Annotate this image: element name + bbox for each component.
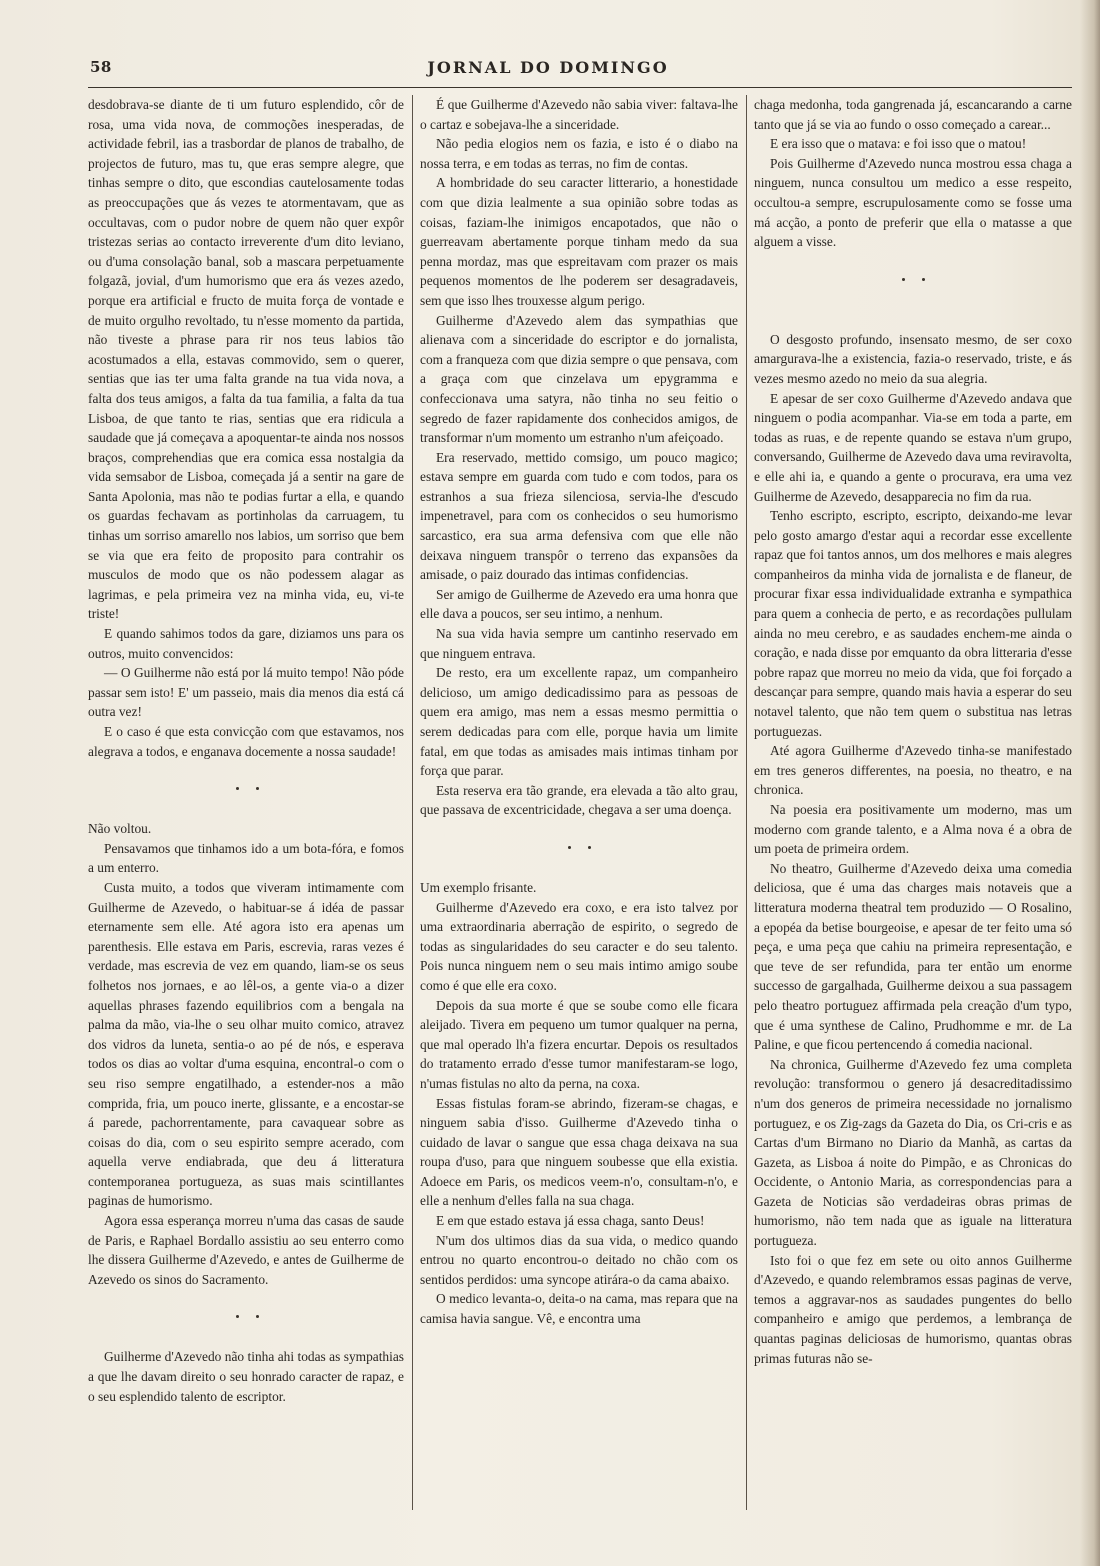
paragraph: De resto, era um excellente rapaz, um companheiro delicioso, um amigo dedicadissimo para as pessoas de quem era amigo, mas nem a essas mesmo permittia o serem dedicadas para com elle, porque havia um limite fatal, em que todas as amisades mais intimas tinham por força que parar. bbox=[420, 665, 738, 779]
paragraph: Não pedia elogios nem os fazia, e isto é o diabo na nossa terra, e em todas as terras, no fim de contas. bbox=[420, 136, 738, 171]
paragraph: E o caso é que esta convicção com que estavamos, nos alegrava a todos, e enganava docemente a nossa saudade! bbox=[88, 724, 404, 759]
column-divider bbox=[746, 95, 747, 1510]
paragraph: E era isso que o matava: e foi isso que o matou! bbox=[770, 136, 1027, 152]
paragraph: O medico levanta-o, deita-o na cama, mas repara que na camisa havia sangue. Vê, e encontra uma bbox=[420, 1291, 738, 1327]
paragraph: Um exemplo frisante. bbox=[420, 879, 537, 895]
separator-dot bbox=[902, 278, 905, 281]
section-separator bbox=[754, 252, 1072, 330]
paragraph: desdobrava-se diante de ti um futuro esplendido, côr de rosa, uma vida nova, de commoções inesperadas, de actividade febril, ias a trasbordar de planos de trabalho, de projectos de futuro, mas tu, que eras sempre alegre, que tinhas sempre o dito, que escondias cautelosamente todas as preoccupações que ás vezes te atormentavam, que as occultavas, com o pudor nobre de quem não quer expôr tristezas serias ao contacto irreverente d'um dito leviano, ou d'uma consolação banal, sob a mascara perpetuamente folgazã, jovial, d'um humorismo que era ás vezes azedo, porque era artificial e fructo de muita força de vontade e de muito orgulho revoltado, tu n'esse momento da partida, não tiveste a phrase para rir nos teus labios tão acostumados a ella, estavas commovido, sem o querer, sentias que ias ter uma falta grande na tua vida nova, a falta dos teus amigos, a falta da tua familia, a falta da tua Lisboa, de que tanto te rias, sentias que era ridicula a saudade que já começava a apoquentar-te ainda nos nossos braços, comprehendias que era comica essa nostalgia da vida semsabor de Lisboa, começada já a sentir na gare de Santa Apolonia, mas não te podias furtar a ella, e quando os guardas fechavam as portinholas da carruagem, tu tinhas um sorriso amarello nos labios, um sorriso que bem se via que era feito de proposito para contrahir os musculos de modo que os não podessem alagar as lagrimas, e pela primeira vez na minha vida, eu, vi-te triste! bbox=[88, 97, 404, 622]
paragraph: É que Guilherme d'Azevedo não sabia viver: faltava-lhe o cartaz e sobejava-lhe a sinceridade. bbox=[420, 97, 738, 132]
paragraph: Tenho escripto, escripto, escripto, deixando-me levar pelo gosto amargo d'estar aqui a recordar esse excellente rapaz que foi tantos annos, um dos melhores e mais alegres companheiros da minha vida de jornalista e de flaneur, de procurar fixar essa individualidade extranha e sympathica para quem a conhecia de perto, e as recordações pullulam ainda no meu cerebro, e as saudades enchem-me ainda o coração, e nada disse por emquanto da obra litteraria d'esse pobre rapaz que morreu no meio da vida, que foi forçado a descançar para sempre, quando mais havia a esperar do seu notavel talento, que não tem quem o substitua nas letras portuguezas. bbox=[754, 508, 1072, 739]
paragraph: Até agora Guilherme d'Azevedo tinha-se manifestado em tres generos differentes, na poesia, no theatro, e na chronica. bbox=[754, 743, 1072, 798]
paragraph: Na poesia era positivamente um moderno, mas um moderno com grande talento, e a Alma nova é a obra de um poeta de primeira ordem. bbox=[754, 802, 1072, 857]
paragraph: Era reservado, mettido comsigo, um pouco magico; estava sempre em guarda com tudo e com todos, para os estranhos a sua frieza silenciosa, servia-lhe d'escudo impenetravel, para com os conhecidos o seu humorismo sarcastico, era sua arma defensiva com que elle não deixava ninguem transpôr o terreno das expansões da amisade, o paiz dourado das intimas confidencias. bbox=[420, 449, 738, 583]
separator-dot bbox=[922, 278, 925, 281]
paragraph: Não voltou. bbox=[88, 821, 152, 837]
separator-dot bbox=[236, 1315, 239, 1318]
paragraph: Pois Guilherme d'Azevedo nunca mostrou essa chaga a ninguem, nunca consultou um medico a esse respeito, occultou-a sempre, escrupulosamente como se fosse uma má acção, a ponto de preferir que ella o matasse a que alguem a visse. bbox=[754, 155, 1072, 250]
paragraph: Esta reserva era tão grande, era elevada a tão alto grau, que passava de excentricidade, chegava a ser uma doença. bbox=[420, 782, 738, 818]
paragraph: A hombridade do seu caracter litterario, a honestidade com que dizia lealmente a sua opinião sobre todas as coisas, faziam-lhe inimigos encapotados, que não o guerreavam abertamente porque tinham medo da sua penna mordaz, mas que espreitavam com prazer os mais pequenos momentos de lhe poderem ser desagradaveis, sem que isso lhes trouxesse algum perigo. bbox=[420, 175, 738, 308]
paragraph: Guilherme d'Azevedo não tinha ahi todas as sympathias a que lhe davam direito o seu honrado caracter de rapaz, e o seu esplendido talento de escriptor. bbox=[88, 1349, 404, 1404]
separator-dot bbox=[568, 846, 571, 849]
separator-dot bbox=[588, 846, 591, 849]
paragraph: N'um dos ultimos dias da sua vida, o medico quando entrou no quarto encontrou-o deitado no chão com os sentidos perdidos: uma syncope atirára-o da cama abaixo. bbox=[420, 1232, 738, 1287]
paragraph: Pensavamos que tinhamos ido a um bota-fóra, e fomos a um enterro. bbox=[88, 840, 404, 876]
paragraph: chaga medonha, toda gangrenada já, escancarando a carne tanto que já se via ao fundo o osso começado a carear... bbox=[754, 97, 1072, 132]
section-separator bbox=[88, 761, 404, 819]
page-header bbox=[88, 58, 1088, 84]
section-separator bbox=[420, 820, 738, 878]
paragraph: Isto foi o que fez em sete ou oito annos Guilherme d'Azevedo, e quando relembramos essas paginas de verve, temos a aggravar-nos as saudades pungentes do bello companheiro e amigo que perdemos, a lembrança de quantas paginas deliciosas de humorismo, quantas obras primas futuras não se- bbox=[754, 1252, 1072, 1366]
paragraph: Guilherme d'Azevedo alem das sympathias que alienava com a sinceridade do escriptor e do jornalista, com a franqueza com que dizia sempre o que pensava, com a graça com que cinzelava um epygramma e confeccionava uma satyra, não tinha no seu feitio o segredo de fazer rapidamente dos conhecidos amigos, de transformar n'um momento um estranho n'um afeiçoado. bbox=[420, 312, 738, 446]
text-column-1 bbox=[88, 95, 404, 1535]
column-divider bbox=[412, 95, 413, 1510]
paragraph: Essas fistulas foram-se abrindo, fizeram-se chagas, e ninguem sabia d'isso. Guilherme d'Azevedo tinha o cuidado de lavar o sangue que essa chaga deixava na sua roupa d'uso, para que ninguem soubesse que ella existia. Adoece em Paris, os medicos veem-n'o, consultam-n'o, e elle a nenhum d'elles falla na sua chaga. bbox=[420, 1095, 738, 1209]
separator-dot bbox=[256, 787, 259, 790]
separator-dot bbox=[256, 1315, 259, 1318]
paragraph: Depois da sua morte é que se soube como elle ficara aleijado. Tivera em pequeno um tumor qualquer na perna, que mal operado lh'a fizera encurtar. Depois os resultados do tratamento errado d'esse tumor manifestaram-se logo, n'umas fistulas no alto da perna, na coxa. bbox=[420, 997, 738, 1091]
paragraph: E apesar de ser coxo Guilherme d'Azevedo andava que ninguem o podia acompanhar. Via-se em toda a parte, em todas as ruas, e de repente quando se estava n'um grupo, conversando, Guilherme de Azevedo dava uma reviravolta, e elle ahi ia, e quando a gente o procurava, era uma vez Guilherme de Azevedo, desapparecia no fim da rua. bbox=[754, 390, 1072, 504]
paragraph: Na sua vida havia sempre um cantinho reservado em que ninguem entrava. bbox=[420, 626, 738, 661]
header-rule bbox=[88, 87, 1072, 88]
section-separator bbox=[88, 1289, 404, 1347]
paragraph: E em que estado estava já essa chaga, santo Deus! bbox=[436, 1213, 705, 1229]
paragraph: Ser amigo de Guilherme de Azevedo era uma honra que elle dava a poucos, ser seu intimo, a nenhum. bbox=[420, 586, 738, 622]
paragraph: Guilherme d'Azevedo era coxo, e era isto talvez por uma extraordinaria aberração de espirito, o segredo de todas as singularidades do seu caracter e do seu talento. Pois nunca ninguem nem o seu mais intimo amigo soube como é que elle era coxo. bbox=[420, 899, 738, 993]
paragraph: Na chronica, Guilherme d'Azevedo fez uma completa revolução: transformou o genero já desacreditadissimo n'um dos generos de primeira necessidade no jornalismo portuguez, e os Zig-zags da Gazeta do Dia, os Cri-cris e as Cartas d'um Birmano no Diario da Manhã, as cartas da Gazeta, as Lisboa á noite do Pimpão, e as Chronicas do Occidente, o Antonio Maria, as correspondencias para a Gazeta de Noticias são verdadeiras obras primas de humorismo, não tem nada que as iguale na litteratura portugueza. bbox=[754, 1056, 1072, 1249]
page-number: 58 bbox=[90, 58, 112, 76]
text-column-2 bbox=[420, 95, 738, 1535]
paragraph: E quando sahimos todos da gare, diziamos uns para os outros, muito convencidos: bbox=[88, 626, 404, 661]
paragraph: Custa muito, a todos que viveram intimamente com Guilherme de Azevedo, o habituar-se á idéa de passar eternamente sem elle. Até agora isto era apenas um parenthesis. Elle estava em Paris, escrevia, raras vezes é verdade, mas escrevia de vez em quando, liam-se os seus folhetos nos jornaes, e ao lêl-os, a gente via-o a dizer aquellas phrases fazendo equilibrios com a bengala na palma da mão, via-lhe o seu olhar muito comico, atravez dos vidros da luneta, sentia-o ao pé de nós, e esperava todos os dias ao voltar d'uma esquina, encontral-o com o seu riso sempre engatilhado, a estender-nos a mão comprida, fria, um pouco inerte, glissante, e a encostar-se á parede, pachorrentamente, para cavaquear sobre as coisas do dia, com o seu espirito sempre acerado, com aquella verve endiabrada, que deu á litteratura contemporanea portugueza, as suas mais scintillantes paginas de humorismo. bbox=[88, 879, 404, 1209]
paragraph: No theatro, Guilherme d'Azevedo deixa uma comedia deliciosa, que é uma das charges mais notaveis que a litteratura moderna theatral tem produzido — O Rosalino, a epopéa da betise bourgeoise, e apesar de ter feito uma só peça, e uma peça que cahiu na primeira representação, e que teve de ser refundida, para ter então um enorme successo de gargalhada, Guilherme deixou a sua passagem pelo theatro portuguez affirmada pela creação d'um typo, que é uma synthese de Calino, Prudhomme e mr. de La Paline, e que ficou pertencendo á comedia nacional. bbox=[754, 860, 1072, 1053]
journal-title: JORNAL DO DOMINGO bbox=[427, 58, 669, 77]
paragraph: — O Guilherme não está por lá muito tempo! Não póde passar sem isto! E' um passeio, mais dia menos dia está cá outra vez! bbox=[88, 665, 404, 720]
paragraph: Agora essa esperança morreu n'uma das casas de saude de Paris, e Raphael Bordallo assistiu ao seu enterro como lhe dissera Guilherme d'Azevedo, e antes de Guilherme de Azevedo os sinos do Sacramento. bbox=[88, 1213, 404, 1287]
paragraph: O desgosto profundo, insensato mesmo, de ser coxo amargurava-lhe a existencia, fazia-o reservado, triste, e ás vezes mesmo azedo no meio da sua alegria. bbox=[754, 331, 1072, 386]
separator-dot bbox=[236, 787, 239, 790]
text-column-3 bbox=[754, 95, 1072, 1535]
page-edge-shadow bbox=[1080, 0, 1100, 1566]
